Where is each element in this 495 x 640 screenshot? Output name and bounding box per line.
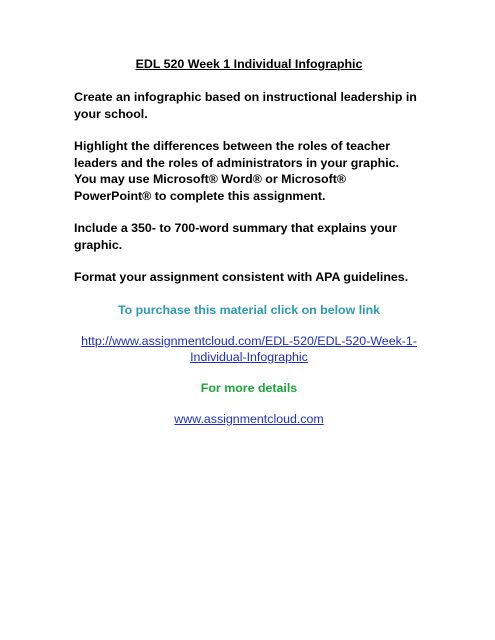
paragraph-apa-format: Format your assignment consistent with APA guidelines. <box>74 270 409 284</box>
purchase-link-line2: Individual-Infographic <box>190 349 308 364</box>
purchase-link[interactable] <box>74 333 424 365</box>
purchase-instruction: To purchase this material click on below link <box>117 302 381 317</box>
more-details-label: For more details <box>200 380 298 395</box>
document-title: EDL 520 Week 1 Individual Infographic <box>135 57 363 71</box>
purchase-link-line1: http://www.assignmentcloud.com/EDL-520/EDL-520-Week-1- <box>81 333 417 348</box>
site-link[interactable]: www.assignmentcloud.com <box>174 411 324 426</box>
paragraph-highlight-roles: Highlight the differences between the roles of teacher leaders and the roles of administrators in your graphic. You may use Microsoft® Word® or Microsoft® PowerPoint® to complete this assignment. <box>74 139 399 203</box>
paragraph-summary-requirement: Include a 350- to 700-word summary that explains your graphic. <box>74 221 397 252</box>
paragraph-create-infographic: Create an infographic based on instructional leadership in your school. <box>74 90 417 121</box>
document-content <box>74 56 424 442</box>
